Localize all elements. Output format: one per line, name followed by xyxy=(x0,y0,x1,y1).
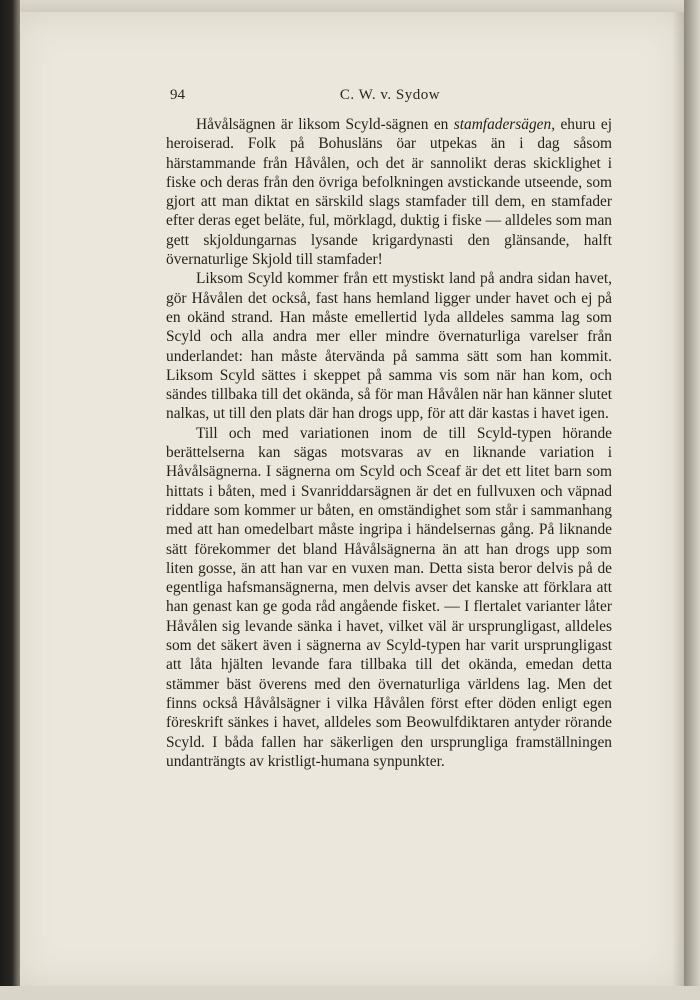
page-number: 94 xyxy=(170,87,185,103)
paragraph-3: Till och med variationen inom de till Scyld-typen hörande berättelserna kan sägas motsvaras av en liknande variation i Håvålsägnerna. I sägnerna om Scyld och Sceaf är det ett litet barn som hittats i båten, med i Svanriddarsägnen är det en fullvuxen och väpnad riddare som kommer ur båten, en omständighet som står i sammanhang med att han omedelbart måste ingripa i händelsernas gång. På liknande sätt förekommer det bland Håvålsägnerna än att han drogs upp som liten gosse, än att han var en vuxen man. Detta sista beror delvis på de egentliga hafsmansägnerna, men delvis avser det kanske att förklara att han genast kan ge goda råd angående fisket. — I flertalet varianter låter Håvålen sig levande sänka i havet, vilket väl är ursprungligast, alldeles som det säkert även i sägnerna av Scyld-typen har varit ursprungligast att låta hjälten levande fara tillbaka till det okända, emedan detta stämmer bäst överens med den övernaturliga världens lag. Men det finns också Håvålsägner i vilka Håvålen först efter döden enligt egen föreskrift sänkes i havet, alldeles som Beowulfdiktaren antyder rörande Scyld. I båda fallen har säkerligen den ursprungliga framställningen undanträngts av kristligt-humana synpunkter. xyxy=(166,424,612,770)
scan-border-left xyxy=(0,0,20,1000)
paragraph-1 xyxy=(166,115,612,269)
paragraph-2: Liksom Scyld kommer från ett mystiskt land på andra sidan havet, gör Håvålen det också, fast hans hemland ligger under havet och ej på en okänd strand. Han måste emellertid lyda alldeles samma lag som Scyld och alla andra mer eller mindre övernaturliga varelser från underlandet: han måste återvända på samma sätt som han kommit. Liksom Scyld sättes i skeppet på samma vis som när han kom, och sändes tillbaka till det okända, så för man Håvålen när han känner slutet nalkas, ut till den plats där han drogs upp, för att där kastas i havet igen. xyxy=(166,270,612,423)
scan-border-right xyxy=(684,0,700,1000)
page-header xyxy=(170,87,610,109)
paragraph-1-rest: ehuru ej heroiserad. Folk på Bohusläns öar utpekas än i dag såsom härstammande från Håvålen, och det är sannolikt deras skicklighet i fiske och deras från den övriga befolkningen avstickande utseende, som gjort att man diktat en särskild slags stamfader till dem, en stamfader efter deras eget beläte, ful, mörklagd, duktig i fiske — alldeles som man gett skjoldungarnas lysande krigardynasti den glänsande, halft övernaturlige Skjold till stamfader! xyxy=(166,116,612,269)
scan-border-bottom xyxy=(0,986,700,1000)
body-text xyxy=(166,115,612,771)
running-head: C. W. v. Sydow xyxy=(339,87,441,103)
paragraph-1-lead: Håvålsägnen är liksom Scyld-sägnen en xyxy=(196,116,454,133)
paragraph-1-emphasis: stamfadersägen, xyxy=(453,116,556,133)
